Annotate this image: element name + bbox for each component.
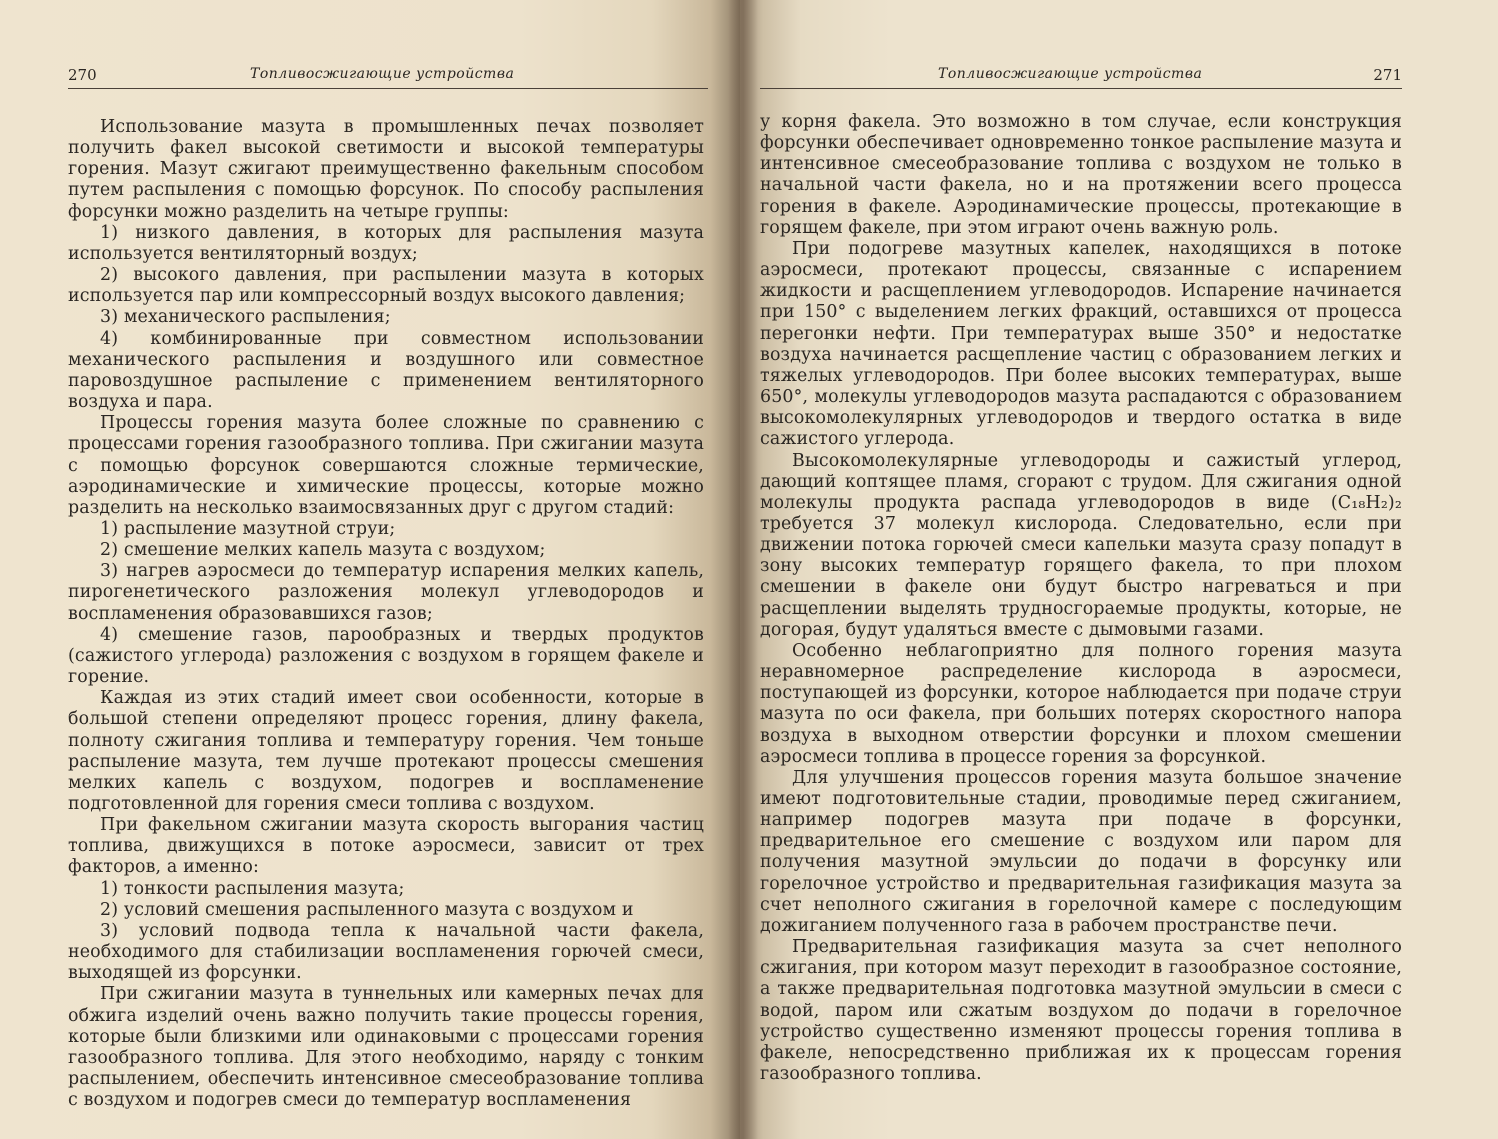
paragraph: 4) смешение газов, парообразных и твердых продуктов (сажистого углерода) разложения с воздухом в горящем факеле и горение. — [68, 624, 704, 688]
paragraph: Использование мазута в промышленных печах позволяет получить факел высокой светимости и высокой температуры горения. Мазут сжигают преимущественно факельным способом путем распыления с помощью форсунок. По способу распыления форсунки можно разделить на четыре группы: — [68, 117, 704, 222]
page-number: 270 — [68, 66, 97, 84]
paragraph: Каждая из этих стадий имеет свои особенности, которые в большой степени определяют процесс горения, длину факела, полноту сжигания топлива и температуру горения. Чем тоньше распыление мазута, тем лучше протекают процессы смешения мелких капель с воздухом, подогрев и воспламенение подготовленной для горения смеси топлива с воздухом. — [68, 688, 704, 814]
paragraph: Предварительная газификация мазута за счет неполного сжигания, при котором мазут переходит в газообразное состояние, а также предварительная подготовка мазутной эмульсии в смеси с водой, паром или сжатым воздухом до подачи в горелочное устройство существенно изменяют процессы горения топлива в факеле, непосредственно приближая их к процессам горения газообразного топлива. — [760, 937, 1402, 1085]
paragraph: Процессы горения мазута более сложные по сравнению с процессами горения газообразного топлива. При сжигании мазута с помощью форсунок совершаются сложные термические, аэродинамические и химические процессы, которые можно разделить на несколько взаимосвязанных друг с другом стадий: — [68, 413, 704, 518]
paragraph: 3) условий подвода тепла к начальной части факела, необходимого для стабилизации воспламенения горючей смеси, выходящей из форсунки. — [68, 920, 704, 984]
page-number: 271 — [1373, 66, 1402, 84]
running-title: Топливосжигающие устройства — [250, 66, 515, 82]
left-page-body — [68, 117, 704, 1111]
running-title: Топливосжигающие устройства — [938, 66, 1203, 82]
paragraph: 1) распыление мазутной струи; — [100, 518, 396, 539]
paragraph: Высокомолекулярные углеводороды и сажистый углерод, дающий коптящее пламя, сгорают с трудом. Для сжигания одной молекулы продукта распада углеводородов в виде (C₁₈H₂)₂ требуется 37 молекул кислорода. Следовательно, если при движении потока горючей смеси капельки мазута сразу попадут в зону высоких температур горящего факела, то при плохом смешении в факеле они будут быстро нагреваться и при расщеплении выделять трудносгораемые продукты, которые, не догорая, будут удаляться вместе с дымовыми газами. — [760, 450, 1402, 640]
paragraph: Особенно неблагоприятно для полного горения мазута неравномерное распределение кислорода в аэросмеси, поступающей из форсунки, которое наблюдается при подаче струи мазута по оси факела, при больших потерях скоростного напора воздуха в выходном отверстии форсунки и плохом смешении аэросмеси топлива в процессе горения за форсункой. — [760, 640, 1402, 767]
paragraph: 3) механического распыления; — [100, 307, 391, 328]
paragraph: При факельном сжигании мазута скорость выгорания частиц топлива, движущихся в потоке аэросмеси, зависит от трех факторов, а именно: — [68, 815, 704, 878]
paragraph: 2) высокого давления, при распылении мазута в которых используется пар или компрессорный воздух высокого давления; — [68, 265, 704, 307]
left-page-header — [68, 62, 708, 89]
right-page-header — [760, 62, 1402, 89]
paragraph: 2) условий смешения распыленного мазута с воздухом и — [100, 899, 634, 920]
book-gutter — [728, 0, 758, 1139]
paragraph: При сжигании мазута в туннельных или камерных печах для обжига изделий очень важно получить такие процессы горения, которые были близкими или одинаковыми с процессами горения газообразного топлива. Для этого необходимо, наряду с тонким распылением, обеспечить интенсивное смесеобразование топлива с воздухом и подогрев смеси до температур воспламенения — [68, 984, 704, 1111]
paragraph: 4) комбинированные при совместном использовании механического распыления и воздушного или совместное паровоздушное распыление с применением вентиляторного воздуха и пара. — [68, 328, 704, 413]
paragraph: 1) низкого давления, в которых для распыления мазута используется вентиляторный воздух; — [68, 222, 704, 264]
paragraph: у корня факела. Это возможно в том случае, если конструкция форсунки обеспечивает одновременно тонкое распыление мазута и интенсивное смесеобразование топлива с воздухом не только в начальной части факела, но и на протяжении всего процесса горения в факеле. Аэродинамические процессы, протекающие в горящем факеле, при этом играют очень важную роль. — [760, 112, 1402, 238]
paragraph: Для улучшения процессов горения мазута большое значение имеют подготовительные стадии, проводимые перед сжиганием, например подогрев мазута при подаче в форсунки, предварительное его смешение с воздухом или паром для получения мазутной эмульсии до подачи в форсунку или горелочное устройство и предварительная газификация мазута за счет неполного сжигания в горелочной камере с последующим дожиганием полученного газа в рабочем пространстве печи. — [760, 767, 1402, 936]
paragraph: 3) нагрев аэросмеси до температур испарения мелких капель, пирогенетического разложения молекул углеводородов и воспламенения образовавшихся газов; — [68, 561, 704, 624]
left-page — [0, 0, 740, 1139]
right-page-body — [760, 112, 1402, 1085]
paragraph: При подогреве мазутных капелек, находящихся в потоке аэросмеси, протекают процессы, связанные с испарением жидкости и расщеплением углеводородов. Испарение начинается при 150° с выделением легких фракций, оставшихся от процесса перегонки нефти. При температурах выше 350° и недостатке воздуха начинается расщепление частиц с образованием легких и тяжелых углеводородов. При более высоких температурах, выше 650°, молекулы углеводородов мазута распадаются с образованием высокомолекулярных углеводородов и твердого остатка в виде сажистого углерода. — [760, 238, 1402, 450]
paragraph: 1) тонкости распыления мазута; — [100, 878, 405, 899]
paragraph: 2) смешение мелких капель мазута с воздухом; — [100, 540, 546, 561]
right-page — [740, 0, 1498, 1139]
